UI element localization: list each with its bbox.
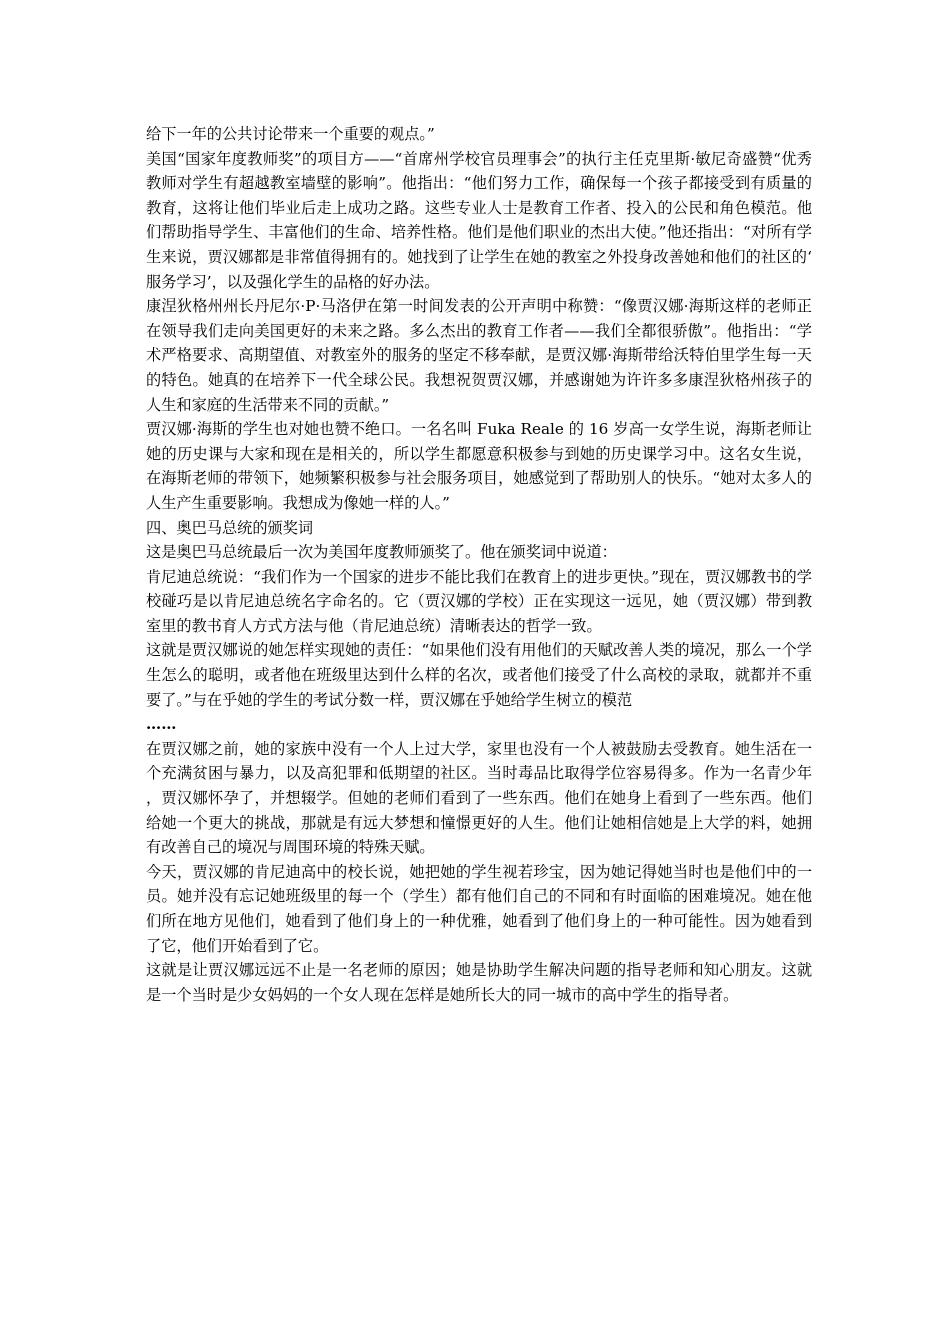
paragraph-student-praise: 贾汉娜·海斯的学生也对她也赞不绝口。一名名叫 Fuka Reale 的 16 岁高一女学生说，海斯老师让她的历史课与大家和现在是相关的，所以学生都愿意积极参与到她的历史课学习中。这名女生说，在海斯老师的带领下，她频繁积极参与社会服务项目，她感觉到了帮助别人的快乐。“她对太多人的人生产生重要影响。我想成为像她一样的人。” — [146, 420, 812, 512]
paragraph-principal-quote: 今天，贾汉娜的肯尼迪高中的校长说，她把她的学生视若珍宝，因为她记得她当时也是他们中的一员。她并没有忘记她班级里的每一个（学生）都有他们自己的不同和有时面临的困难境况。她在他们所在地方见他们，她看到了他们身上的一种优雅，她看到了他们身上的一种可能性。因为她看到了它，他们开始看到了它。 — [146, 862, 812, 955]
paragraph-ccsso-praise: 美国“国家年度教师奖”的项目方——“首席州学校官员理事会”的执行主任克里斯·敏尼奇盛赞“优秀教师对学生有超越教室墙壁的影响”。他指出：“他们努力工作，确保每一个孩子都接受到有质量的教育，这将让他们毕业后走上成功之路。这些专业人士是教育工作者、投入的公民和角色模范。他们帮助指导学生、丰富他们的生命、培养性格。他们是他们职业的杰出大使。”他还指出：“对所有学生来说，贾汉娜都是非常值得拥有的。她找到了让学生在她的教室之外投身改善她和他们的社区的‘服务学习’，以及强化学生的品格的好办法。 — [146, 149, 812, 291]
ellipsis-break: …… — [146, 715, 177, 734]
section-heading-obama-speech: 四、奥巴马总统的颁奖词 — [146, 518, 314, 537]
paragraph-responsibility: 这就是贾汉娜说的她怎样实现她的责任：“如果他们没有用他们的天赋改善人类的境况，那么一个学生怎么的聪明，或者他在班级里达到什么样的名次，或者他们接受了什么高校的录取，就都并不重要了。”与在乎她的学生的考试分数一样，贾汉娜在乎她给学生树立的模范 — [146, 641, 812, 709]
paragraph-family-background: 在贾汉娜之前，她的家族中没有一个人上过大学，家里也没有一个人被鼓励去受教育。她生活在一个充满贫困与暴力，以及高犯罪和低期望的社区。当时毒品比取得学位容易得多。作为一名青少年，贾汉娜怀孕了，并想辍学。但她的老师们看到了一些东西。他们在她身上看到了一些东西。他们给她一个更大的挑战，那就是有远大梦想和憧憬更好的人生。他们让她相信她是上大学的料，她拥有改善自己的境况与周围环境的特殊天赋。 — [146, 739, 812, 857]
paragraph-intro-closing: 给下一年的公共讨论带来一个重要的观点。” — [146, 125, 435, 143]
document-body — [146, 122, 812, 1007]
paragraph-governor-statement: 康涅狄格州州长丹尼尔·P·马洛伊在第一时间发表的公开声明中称赞：“像贾汉娜·海斯这样的老师正在领导我们走向美国更好的未来之路。多么杰出的教育工作者——我们全都很骄傲”。他指出：“学术严格要求、高期望值、对教室外的服务的坚定不移奉献，是贾汉娜·海斯带给沃特伯里学生每一天的特色。她真的在培养下一代全球公民。我想祝贺贾汉娜，并感谢她为许许多多康涅狄格州孩子的人生和家庭的生活带来不同的贡献。” — [146, 297, 812, 414]
paragraph-conclusion: 这就是让贾汉娜远远不止是一名老师的原因；她是协助学生解决问题的指导老师和知心朋友。这就是一个当时是少女妈妈的一个女人现在怎样是她所长大的同一城市的高中学生的指导者。 — [146, 961, 812, 1004]
paragraph-speech-intro: 这是奥巴马总统最后一次为美国年度教师颁奖了。他在颁奖词中说道： — [146, 543, 617, 562]
paragraph-kennedy-quote: 肯尼迪总统说：“我们作为一个国家的进步不能比我们在教育上的进步更快。”现在，贾汉娜教书的学校碰巧是以肯尼迪总统名字命名的。它（贾汉娜的学校）正在实现这一远见，她（贾汉娜）带到教室里的教书育人方式方法与他（肯尼迪总统）清晰表达的哲学一致。 — [146, 567, 812, 635]
